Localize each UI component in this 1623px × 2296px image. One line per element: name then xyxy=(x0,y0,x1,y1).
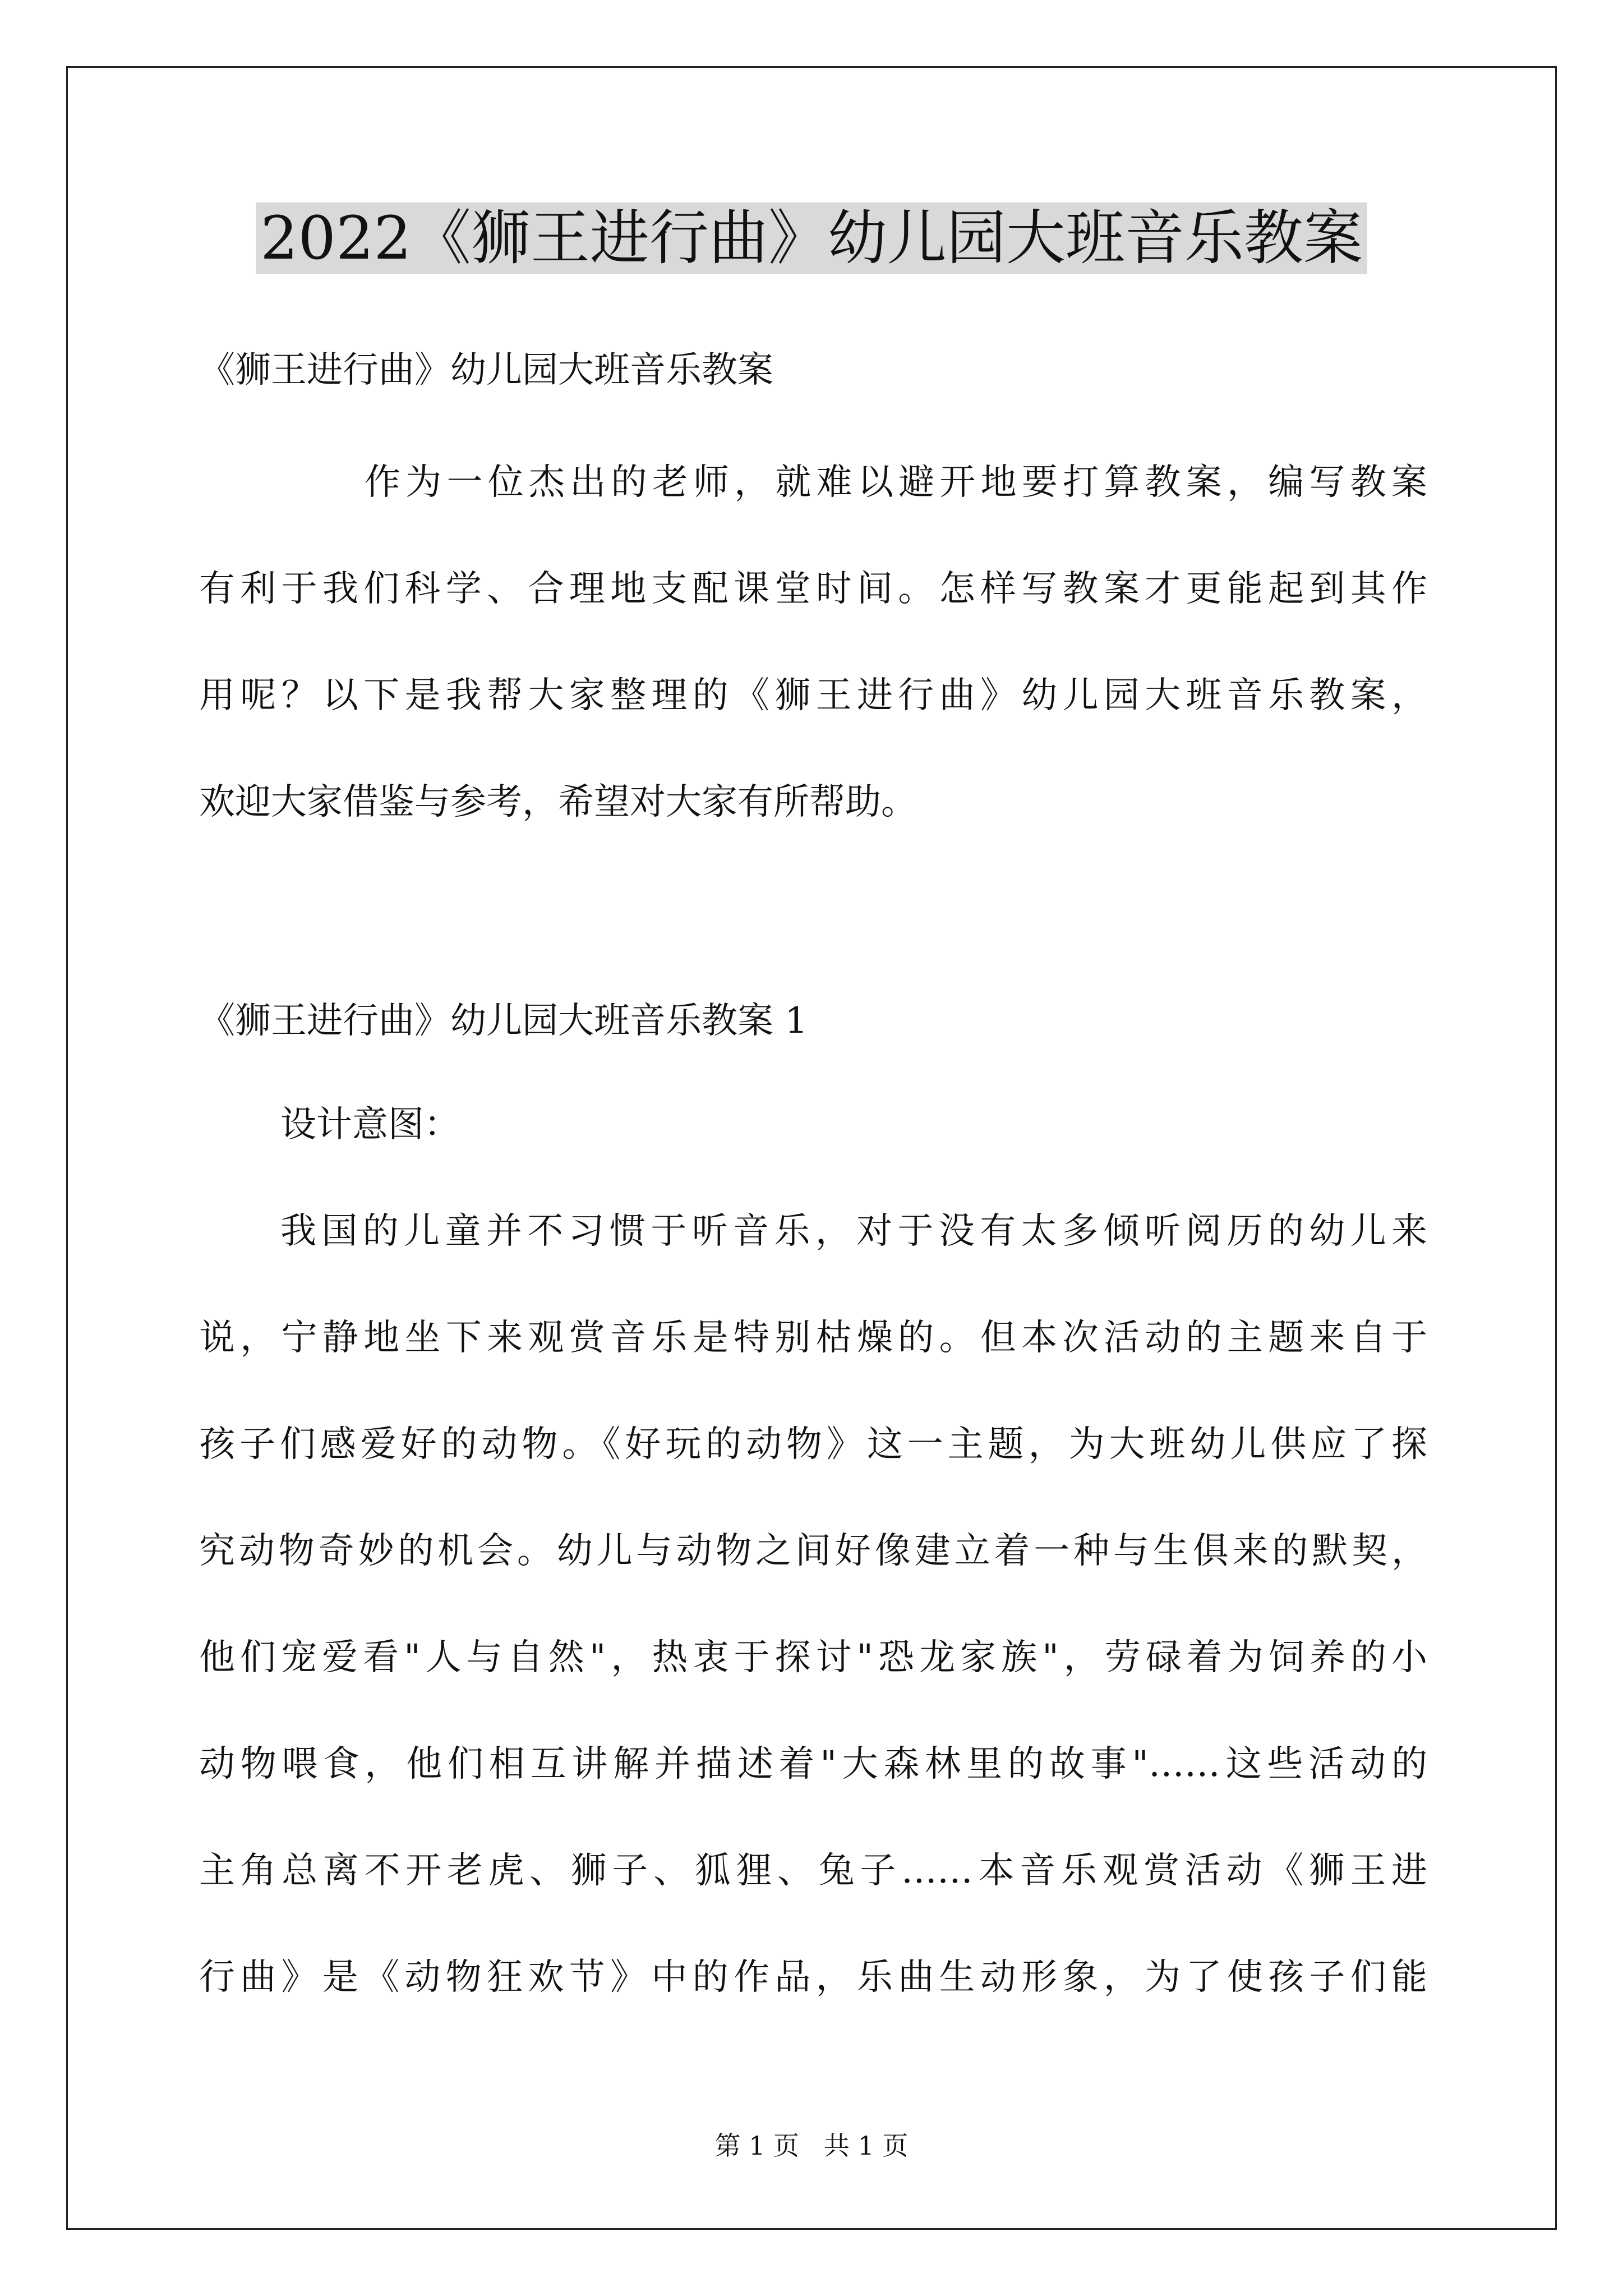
body-line-7: 主角总离不开老虎、狮子、狐狸、兔子……本音乐观赏活动《狮王进 xyxy=(199,1850,1427,1892)
body-line-2: 说，宁静地坐下来观赏音乐是特别枯燥的。但本次活动的主题来自于 xyxy=(199,1317,1427,1359)
body-line-4: 究动物奇妙的机会。幼儿与动物之间好像建立着一种与生俱来的默契， xyxy=(199,1530,1427,1572)
intro-line-1: 作为一位杰出的老师，就难以避开地要打算教案，编写教案 xyxy=(365,462,1427,503)
body-line-3: 孩子们感爱好的动物。《好玩的动物》这一主题，为大班幼儿供应了探 xyxy=(199,1424,1427,1465)
design-intent-label: 设计意图： xyxy=(280,1104,460,1145)
body-line-8: 行曲》是《动物狂欢节》中的作品，乐曲生动形象，为了使孩子们能 xyxy=(199,1957,1427,1998)
page-footer: 第 1 页 共 1 页 xyxy=(714,2131,909,2161)
document-title xyxy=(0,202,1623,275)
section-heading: 《狮王进行曲》幼儿园大班音乐教案 1 xyxy=(199,1000,808,1042)
document-subtitle: 《狮王进行曲》幼儿园大班音乐教案 xyxy=(199,349,773,391)
intro-line-4: 欢迎大家借鉴与参考，希望对大家有所帮助。 xyxy=(199,781,917,823)
document-title-text: 2022《狮王进行曲》幼儿园大班音乐教案 xyxy=(256,203,1367,274)
body-line-6: 动物喂食，他们相互讲解并描述着"大森林里的故事"……这些活动的 xyxy=(199,1743,1427,1785)
intro-line-2: 有利于我们科学、合理地支配课堂时间。怎样写教案才更能起到其作 xyxy=(199,568,1427,610)
body-line-1: 我国的儿童并不习惯于听音乐，对于没有太多倾听阅历的幼儿来 xyxy=(280,1211,1427,1252)
intro-line-3: 用呢？以下是我帮大家整理的《狮王进行曲》幼儿园大班音乐教案， xyxy=(199,675,1427,716)
body-line-5: 他们宠爱看"人与自然"，热衷于探讨"恐龙家族"，劳碌着为饲养的小 xyxy=(199,1637,1427,1678)
